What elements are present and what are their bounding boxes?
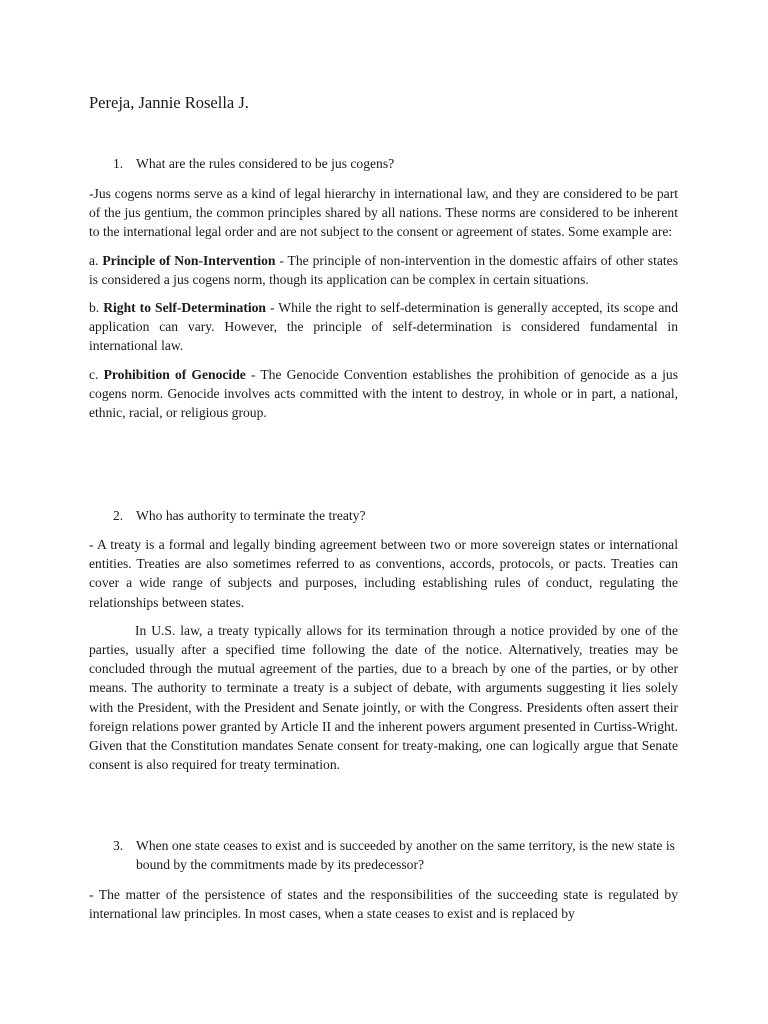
answer-3 xyxy=(89,885,678,923)
question-text: What are the rules considered to be jus cogens? xyxy=(136,156,395,171)
item-title: Right to Self-Determination xyxy=(103,300,266,316)
question-text: When one state ceases to exist and is succeeded by another on the same territory, is the new state is bound by the commitments made by its predecessor? xyxy=(136,838,675,873)
answer-2-paragraph-1: - A treaty is a formal and legally binding agreement between two or more sovereign states or international entities. Treaties are also sometimes referred to as conventions, accords, protocols, or pacts. Treaties can cover a wide range of subjects and purposes, including establishing rules of conduct, regulating the relationships between states. xyxy=(89,537,678,610)
question-1 xyxy=(113,154,679,173)
item-text: - The Genocide Convention establishes the prohibition of genocide as a jus cogens norm. Genocide involves acts committed with the intent to destroy, in whole or in part, a national, ethnic, racial, or religious group. xyxy=(89,366,678,421)
answer-1-intro: -Jus cogens norms serve as a kind of legal hierarchy in international law, and they are considered to be part of the jus gentium, the common principles shared by all nations. These norms are considered to be inherent to the international legal order and are not subject to the consent or agreement of states. Some example are: xyxy=(89,186,678,240)
item-prefix: a. xyxy=(89,252,103,268)
answer-1-item-b xyxy=(89,298,678,356)
answer-1 xyxy=(89,184,678,422)
answer-1-item-a xyxy=(89,251,678,289)
answer-2-paragraph-2: In U.S. law, a treaty typically allows for its termination through a notice provided by one of the parties, usually after a specified time following the date of the notice. Alternatively, treaties may be concluded through the mutual agreement of the parties, due to a breach by one of the parties, or by other means. The authority to terminate a treaty is a subject of debate, with arguments suggesting it lies solely with the President, with the President and Senate jointly, or with the Congress. Presidents often assert their foreign relations power granted by Article II and the inherent powers argument presented in Curtiss-Wright. Given that the Constitution mandates Senate consent for treaty-making, one can logically argue that Senate consent is also required for treaty termination. xyxy=(89,622,678,773)
item-prefix: c. xyxy=(89,366,104,382)
question-2 xyxy=(113,506,679,525)
answer-2 xyxy=(89,535,678,774)
item-prefix: b. xyxy=(89,300,104,316)
item-text: - The principle of non-intervention in the domestic affairs of other states is considered a jus cogens norm, though its application can be complex in certain situations. xyxy=(89,252,678,287)
question-number: 1. xyxy=(113,156,124,171)
question-number: 3. xyxy=(113,838,124,853)
question-number: 2. xyxy=(113,508,124,523)
answer-3-paragraph-1: - The matter of the persistence of states and the responsibilities of the succeeding state is regulated by international law principles. In most cases, when a state ceases to exist and is replaced by xyxy=(89,887,678,922)
question-text: Who has authority to terminate the treaty? xyxy=(136,508,366,523)
item-text: - While the right to self-determination is generally accepted, its scope and application can vary. However, the principle of self-determination is considered fundamental in international law. xyxy=(89,300,679,354)
item-title: Prohibition of Genocide xyxy=(103,366,246,382)
question-3 xyxy=(113,836,679,874)
item-title: Principle of Non-Intervention xyxy=(102,252,276,268)
author-name: Pereja, Jannie Rosella J. xyxy=(89,93,249,112)
answer-1-item-c xyxy=(89,365,678,423)
